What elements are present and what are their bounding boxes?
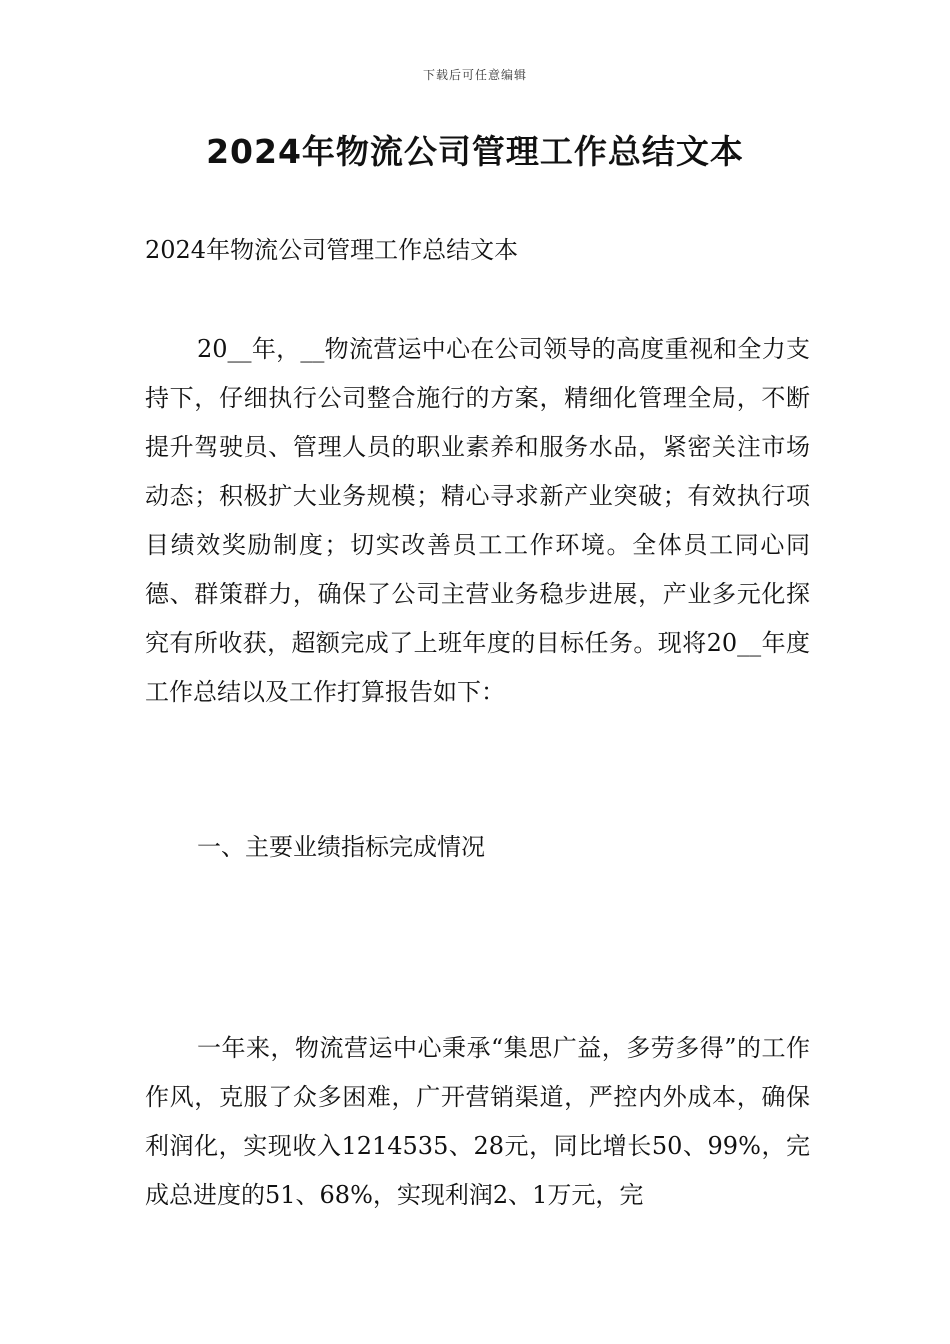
header-note: 下载后可任意编辑 (422, 68, 527, 82)
document-subtitle: 2024年物流公司管理工作总结文本 (145, 236, 519, 264)
paragraph-performance: 一年来，物流营运中心秉承“集思广益，多劳多得”的工作作风，克服了众多困难，广开营销渠道，严控内外成本，确保利润化，实现收入1214535、28元，同比增长50、99%，完成总进度的51、68%，实现利润2、1万元，完 (145, 1034, 810, 1209)
section-heading: 一、主要业绩指标完成情况 (197, 833, 485, 861)
document-title: 2024年物流公司管理工作总结文本 (206, 132, 744, 171)
paragraph-intro: 20__年，__物流营运中心在公司领导的高度重视和全力支持下，仔细执行公司整合施行的方案，精细化管理全局，不断提升驾驶员、管理人员的职业素养和服务水品，紧密关注市场动态；积极扩大业务规模；精心寻求新产业突破；有效执行项目绩效奖励制度；切实改善员工工作环境。全体员工同心同德、群策群力，确保了公司主营业务稳步进展，产业多元化探究有所收获，超额完成了上班年度的目标任务。现将20__年度工作总结以及工作打算报告如下： (145, 335, 810, 706)
